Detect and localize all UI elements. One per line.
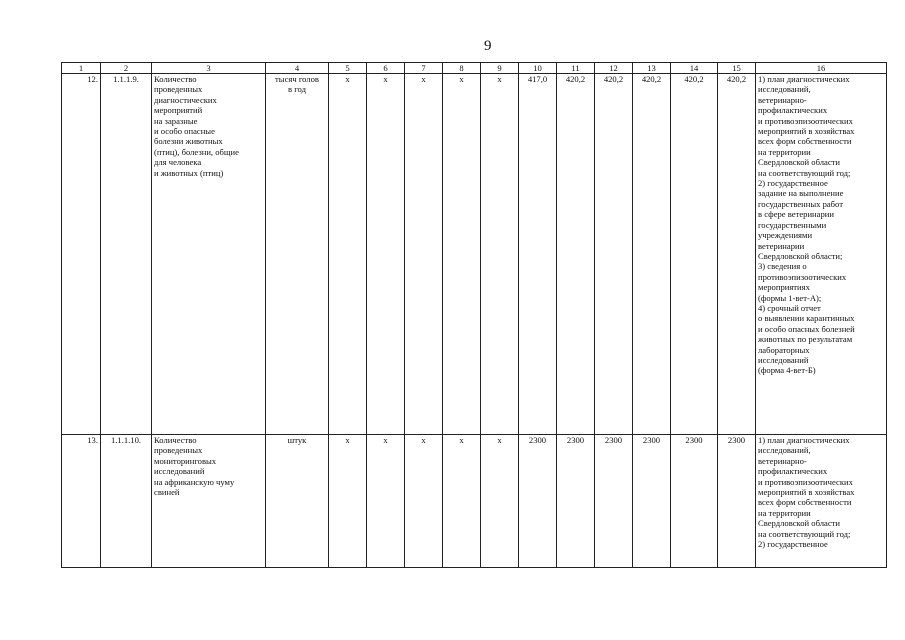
- table-row: [62, 74, 887, 435]
- value-cell: x: [481, 435, 519, 568]
- column-header: 14: [671, 63, 718, 74]
- value-cell: x: [367, 435, 405, 568]
- column-header: 11: [557, 63, 595, 74]
- page-number: 9: [484, 38, 492, 54]
- value-cell: 2300: [519, 435, 557, 568]
- column-header: 2: [101, 63, 152, 74]
- source-cell: 1) план диагностических исследований, ветеринарно- профилактических и противоэпизоотических мероприятий в хозяйствах всех форм собственности на территории Свердловской области на соответствующий год; 2) государственное: [756, 435, 887, 568]
- column-numbers-row: [62, 63, 887, 74]
- value-cell: x: [329, 435, 367, 568]
- row-number: 13.: [62, 435, 101, 568]
- value-cell: x: [329, 74, 367, 435]
- column-header: 16: [756, 63, 887, 74]
- row-code: 1.1.1.10.: [101, 435, 152, 568]
- column-header: 10: [519, 63, 557, 74]
- indicators-table: [61, 62, 887, 568]
- value-cell: 2300: [671, 435, 718, 568]
- unit-cell: штук: [266, 435, 329, 568]
- value-cell: 420,2: [671, 74, 718, 435]
- indicator-name: Количество проведенных диагностических мероприятий на заразные и особо опасные болезни животных (птиц), болезни, общие для человека и животных (птиц): [152, 74, 266, 435]
- value-cell: x: [405, 74, 443, 435]
- row-code: 1.1.1.9.: [101, 74, 152, 435]
- column-header: 7: [405, 63, 443, 74]
- value-cell: x: [405, 435, 443, 568]
- indicator-name: Количество проведенных мониторинговых исследований на африканскую чуму свиней: [152, 435, 266, 568]
- value-cell: 2300: [718, 435, 756, 568]
- column-header: 4: [266, 63, 329, 74]
- value-cell: x: [443, 74, 481, 435]
- value-cell: 420,2: [595, 74, 633, 435]
- value-cell: 417,0: [519, 74, 557, 435]
- value-cell: 2300: [557, 435, 595, 568]
- column-header: 12: [595, 63, 633, 74]
- column-header: 6: [367, 63, 405, 74]
- value-cell: 420,2: [557, 74, 595, 435]
- column-header: 5: [329, 63, 367, 74]
- column-header: 8: [443, 63, 481, 74]
- value-cell: 2300: [633, 435, 671, 568]
- table-row: [62, 435, 887, 568]
- value-cell: 420,2: [718, 74, 756, 435]
- value-cell: x: [367, 74, 405, 435]
- column-header: 1: [62, 63, 101, 74]
- column-header: 9: [481, 63, 519, 74]
- value-cell: 420,2: [633, 74, 671, 435]
- value-cell: x: [443, 435, 481, 568]
- column-header: 15: [718, 63, 756, 74]
- row-number: 12.: [62, 74, 101, 435]
- value-cell: 2300: [595, 435, 633, 568]
- column-header: 13: [633, 63, 671, 74]
- unit-cell: тысяч голов в год: [266, 74, 329, 435]
- source-cell: 1) план диагностических исследований, ветеринарно- профилактических и противоэпизоотических мероприятий в хозяйствах всех форм собственности на территории Свердловской области на соответствующий год; 2) государственное задание на выполнение государственных работ в сфере ветеринарии государственными учреждениями ветеринарии Свердловской области; 3) сведения о противоэпизоотических мероприятиях (формы 1-вет-А); 4) срочный отчет о выявлении карантинных и особо опасных болезней животных по результатам лабораторных исследований (форма 4-вет-Б): [756, 74, 887, 435]
- column-header: 3: [152, 63, 266, 74]
- value-cell: x: [481, 74, 519, 435]
